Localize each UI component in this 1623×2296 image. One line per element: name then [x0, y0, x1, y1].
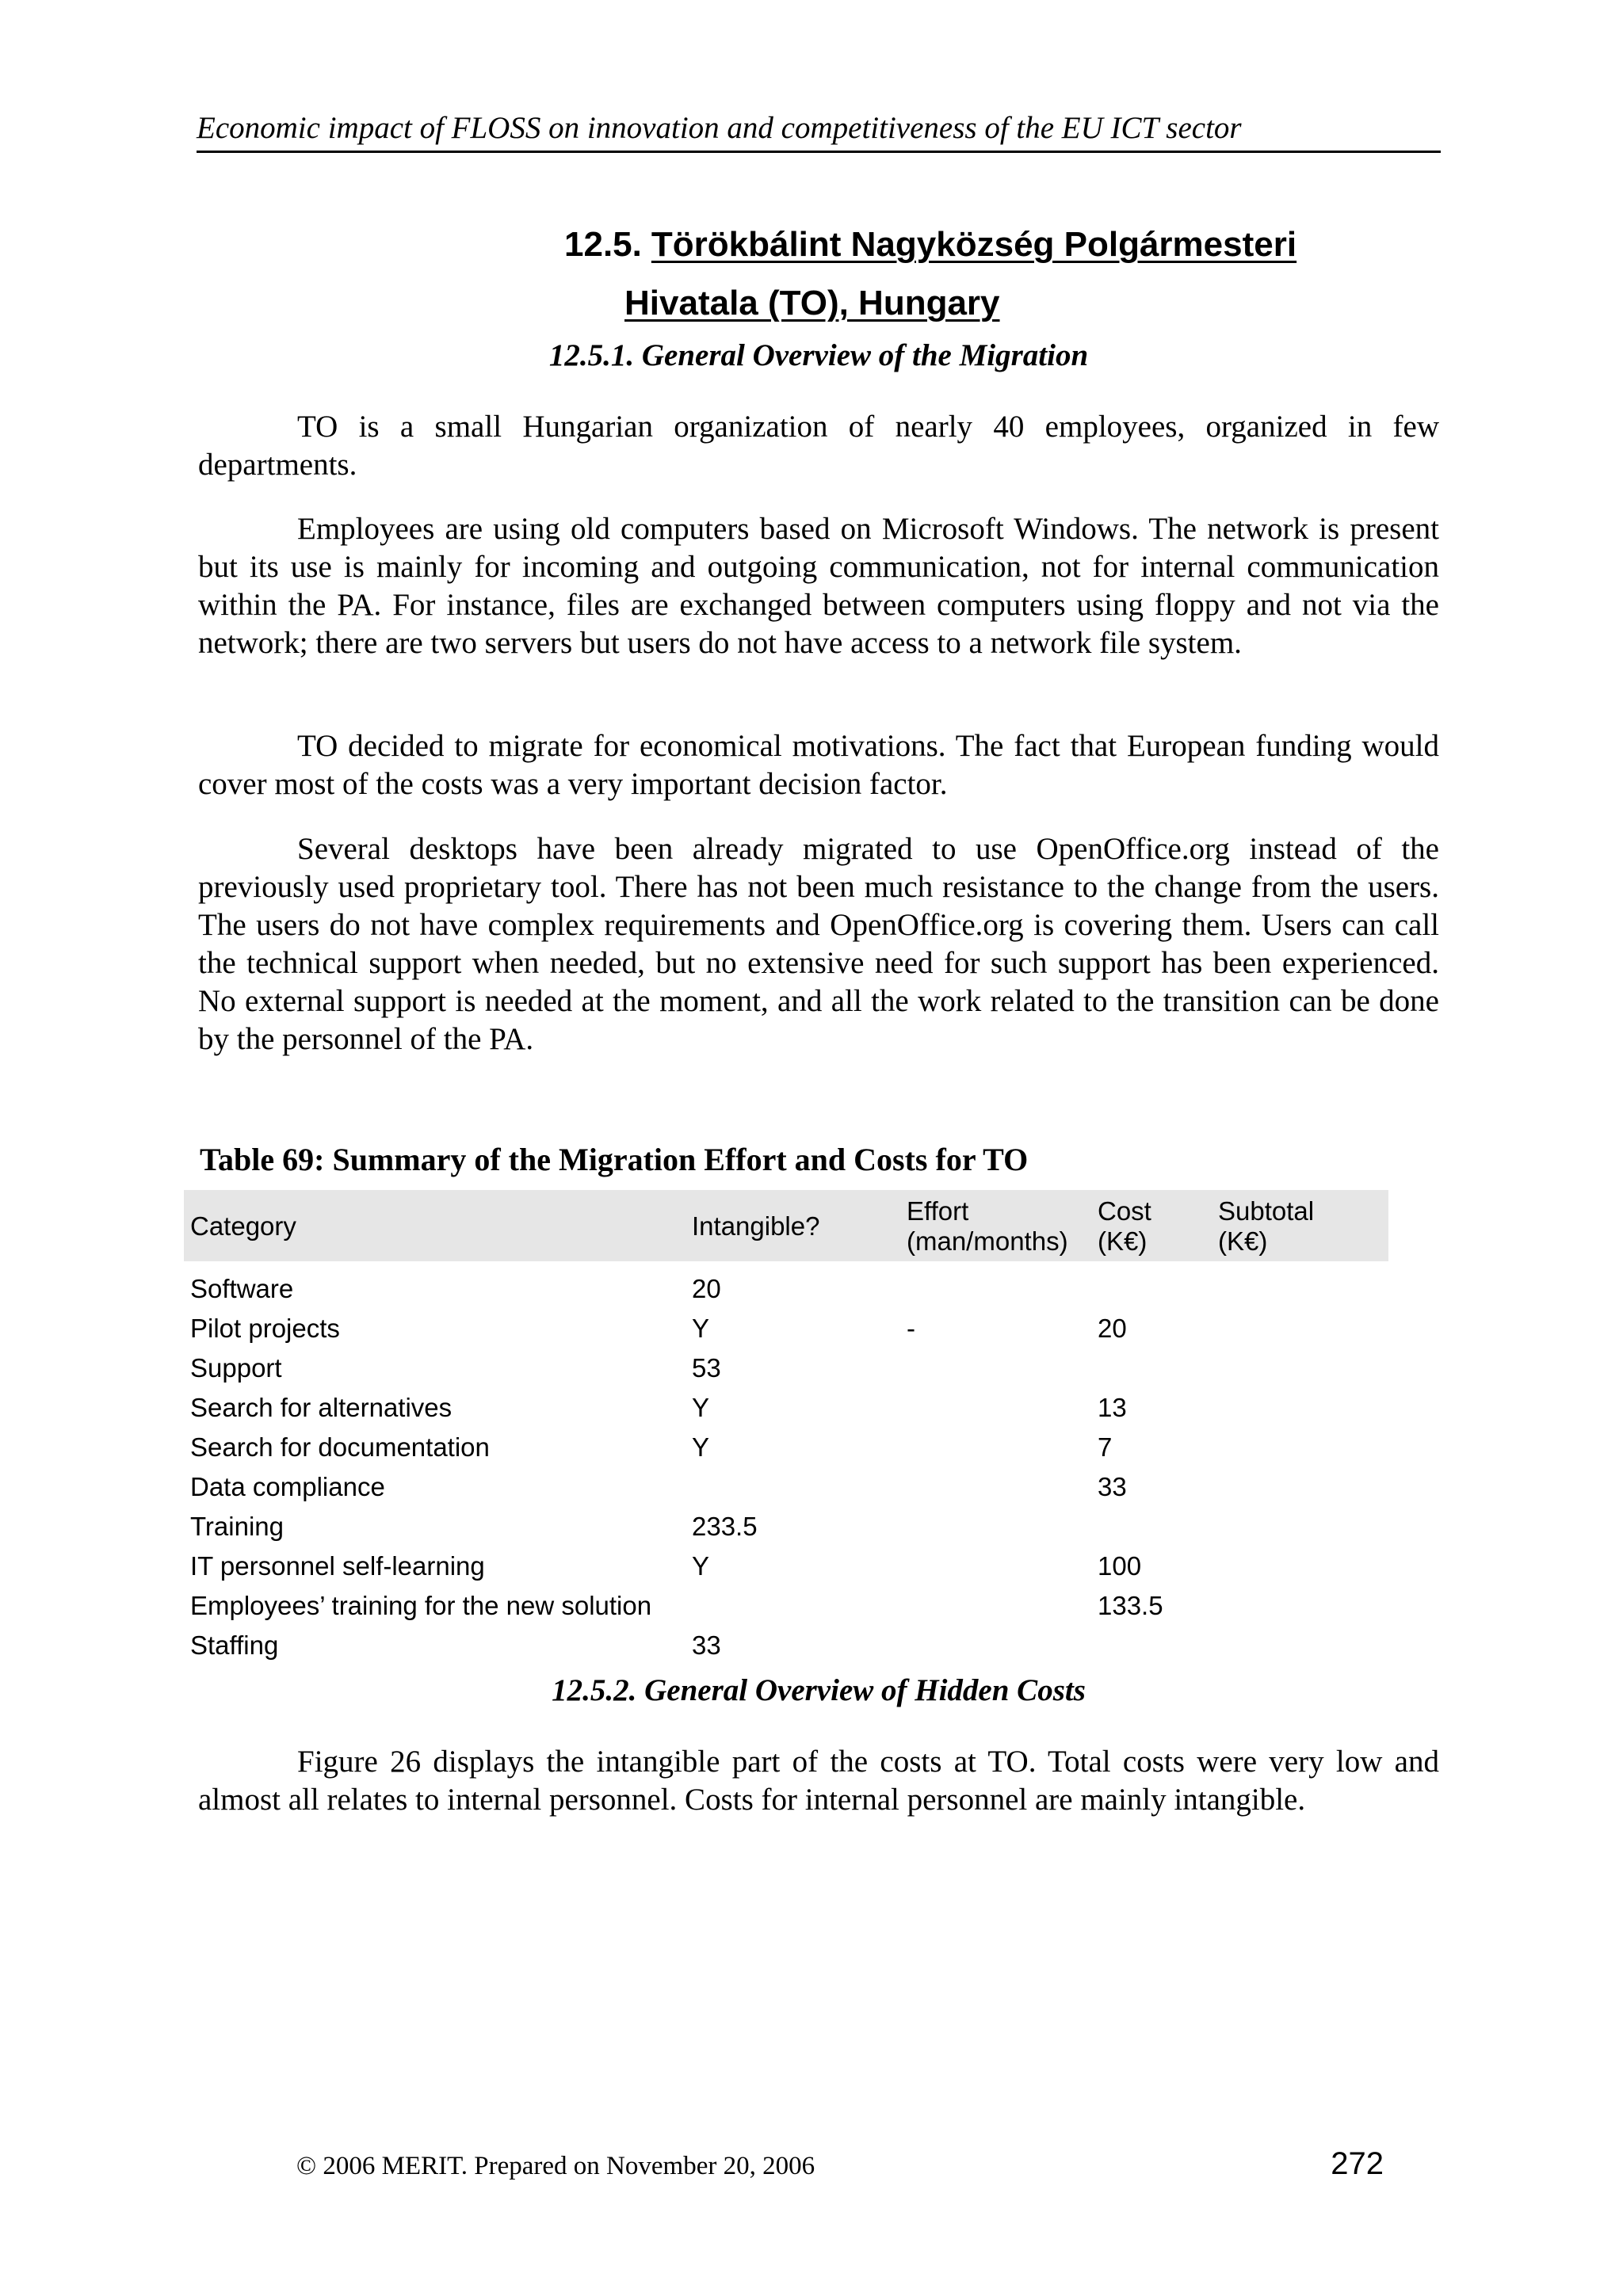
cell-cost: 13 — [1098, 1393, 1127, 1422]
cell-intangible: Y — [692, 1393, 710, 1422]
cell-category: Software — [190, 1274, 294, 1303]
header-intangible: Intangible? — [692, 1211, 820, 1241]
cell-category: Search for documentation — [190, 1432, 490, 1462]
header-cost-line-2: (K€) — [1098, 1226, 1148, 1256]
cell-intangible: 33 — [692, 1630, 721, 1660]
table-row — [184, 1507, 1388, 1547]
table-row — [184, 1348, 1388, 1388]
cell-subtotal — [1212, 1388, 1388, 1428]
section-title — [564, 215, 1436, 333]
cell-effort — [900, 1348, 1091, 1388]
cell-category: Search for alternatives — [190, 1393, 453, 1422]
table-row — [184, 1547, 1388, 1586]
section-title-line-2: Hivatala (TO), Hungary — [624, 284, 1000, 322]
table-row — [184, 1626, 1388, 1665]
cell-cost: 7 — [1098, 1432, 1113, 1462]
cell-subtotal — [1212, 1428, 1388, 1467]
cell-effort — [900, 1467, 1091, 1507]
cell-intangible: 20 — [692, 1274, 721, 1303]
paragraph-current-setup: Employees are using old computers based on Microsoft Windows. The network is present but its use is mainly for incoming and outgoing communication, not for internal communication within the PA. For instance, files are exchanged between computers using floppy and not via the network; there are two servers but users do not have access to a network file system. — [198, 512, 1439, 660]
cell-cost — [1091, 1348, 1212, 1388]
header-subtotal — [1212, 1190, 1388, 1261]
cell-cost — [1091, 1261, 1212, 1309]
cell-intangible: 53 — [692, 1353, 721, 1383]
cell-subtotal — [1212, 1309, 1388, 1348]
migration-cost-table — [184, 1190, 1388, 1665]
table-row — [184, 1428, 1388, 1467]
cell-intangible: Y — [692, 1432, 710, 1462]
cell-intangible — [685, 1467, 900, 1507]
table-row — [184, 1261, 1388, 1309]
cell-subtotal — [1212, 1348, 1388, 1388]
cell-subtotal — [1212, 1626, 1388, 1665]
page-number: 272 — [1331, 2146, 1384, 2181]
footer-copyright: © 2006 MERIT. Prepared on November 20, 2006 — [296, 2152, 815, 2180]
running-header: Economic impact of FLOSS on innovation and competitiveness of the EU ICT sector — [197, 109, 1441, 153]
table-row — [184, 1467, 1388, 1507]
header-cost — [1091, 1190, 1212, 1261]
cell-category: IT personnel self-learning — [190, 1551, 485, 1581]
cell-category: Employees’ training for the new solution — [190, 1591, 652, 1620]
header-cost-line-1: Cost — [1098, 1196, 1151, 1226]
cell-intangible: 233.5 — [692, 1512, 758, 1541]
cell-intangible — [685, 1586, 900, 1626]
cell-subtotal — [1212, 1261, 1388, 1309]
cell-effort: - — [907, 1314, 915, 1343]
cell-cost: 100 — [1098, 1551, 1142, 1581]
section-number: 12.5. — [564, 225, 642, 264]
cell-subtotal — [1212, 1586, 1388, 1626]
header-subtotal-line-2: (K€) — [1218, 1226, 1268, 1256]
section-title-line-1: Törökbálint Nagyközség Polgármesteri — [651, 225, 1297, 264]
table-caption: Table 69: Summary of the Migration Effort and Costs for TO — [200, 1142, 1029, 1177]
cell-subtotal — [1212, 1467, 1388, 1507]
paragraph-migration-status: Several desktops have been already migrated to use OpenOffice.org instead of the previously used proprietary tool. There has not been much resistance to the change from the users. The users do not have complex requirements and OpenOffice.org is covering them. Users can call the technical support when needed, but no extensive need for such support has been experienced. No external support is needed at the moment, and all the work related to the transition can be done by the personnel of the PA. — [198, 832, 1439, 1056]
paragraph-hidden-costs: Figure 26 displays the intangible part of the costs at TO. Total costs were very low and almost all relates to internal personnel. Costs for internal personnel are mainly intangible. — [198, 1745, 1439, 1817]
cell-cost: 33 — [1098, 1472, 1127, 1501]
header-effort-line-2: (man/months) — [907, 1226, 1068, 1256]
cell-category: Data compliance — [190, 1472, 385, 1501]
cell-effort — [900, 1547, 1091, 1586]
table-row — [184, 1388, 1388, 1428]
cell-effort — [900, 1626, 1091, 1665]
cell-cost — [1091, 1507, 1212, 1547]
header-effort — [900, 1190, 1091, 1261]
cell-category: Support — [190, 1353, 282, 1383]
paragraph-motivation: TO decided to migrate for economical motivations. The fact that European funding would cover most of the costs was a very important decision factor. — [198, 729, 1439, 801]
cell-subtotal — [1212, 1507, 1388, 1547]
cell-subtotal — [1212, 1547, 1388, 1586]
header-effort-line-1: Effort — [907, 1196, 969, 1226]
paragraph-intro: TO is a small Hungarian organization of nearly 40 employees, organized in few departments. — [198, 410, 1439, 482]
cell-effort — [900, 1428, 1091, 1467]
table-row — [184, 1309, 1388, 1348]
subsection-heading-hidden-costs: 12.5.2. General Overview of Hidden Costs — [552, 1673, 1086, 1707]
cell-cost: 20 — [1098, 1314, 1127, 1343]
cell-cost — [1091, 1626, 1212, 1665]
cell-category: Training — [190, 1512, 284, 1541]
cell-cost: 133.5 — [1098, 1591, 1163, 1620]
subsection-heading-migration: 12.5.1. General Overview of the Migration — [548, 338, 1089, 372]
cell-intangible: Y — [692, 1551, 710, 1581]
header-subtotal-line-1: Subtotal — [1218, 1196, 1315, 1226]
header-category: Category — [190, 1211, 296, 1241]
cell-effort — [900, 1507, 1091, 1547]
cell-effort — [900, 1261, 1091, 1309]
cell-category: Pilot projects — [190, 1314, 340, 1343]
table-row — [184, 1586, 1388, 1626]
cell-effort — [900, 1586, 1091, 1626]
cell-category: Staffing — [190, 1630, 279, 1660]
table-header-row — [184, 1190, 1388, 1261]
cell-effort — [900, 1388, 1091, 1428]
cell-intangible: Y — [692, 1314, 710, 1343]
